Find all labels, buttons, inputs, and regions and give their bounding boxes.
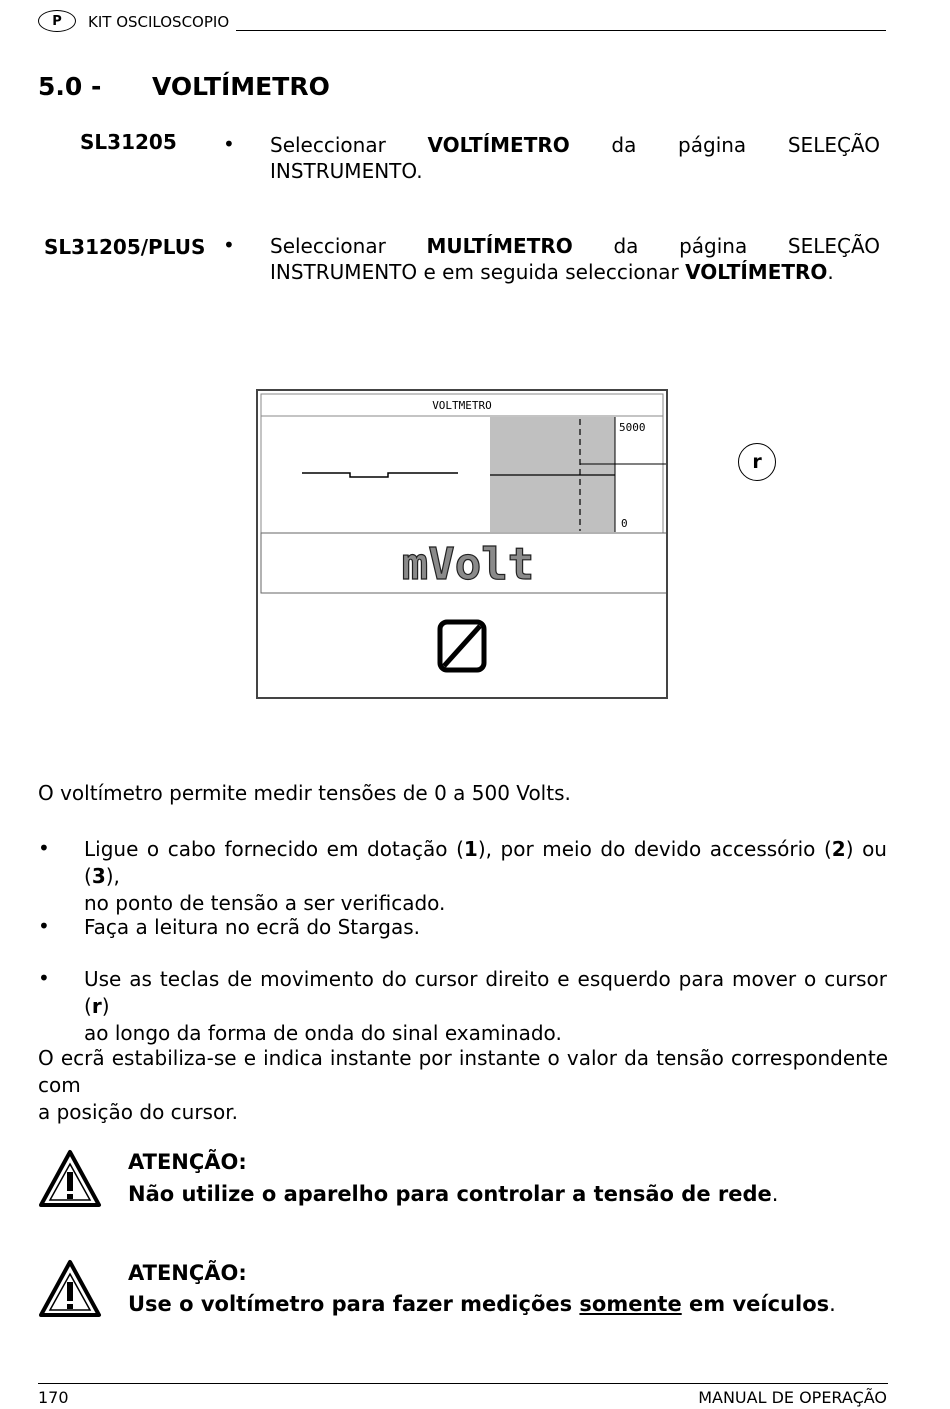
screen-graphic [258, 391, 666, 697]
warning-text: Não utilize o aparelho para controlar a tensão de rede. [128, 1182, 779, 1206]
header-title: KIT OSCILOSCOPIO [88, 13, 230, 31]
page-number: 170 [38, 1388, 69, 1407]
model-label-sl31205-plus: SL31205/PLUS [44, 235, 206, 259]
scale-min-label: 0 [621, 517, 628, 530]
list-bullet: • [38, 966, 50, 990]
unit-label: mVolt [401, 539, 535, 590]
list-item-read: Faça a leitura no ecrã do Stargas. [84, 915, 421, 939]
model-label-sl31205: SL31205 [80, 130, 177, 154]
list-bullet: • [38, 914, 50, 938]
instruction-bullet: • [223, 132, 235, 156]
closing-text: O ecrã estabiliza-se e indica instante por instante o valor da tensão correspondente com a posição do cursor. [38, 1046, 888, 1124]
cursor-callout: r [738, 443, 776, 481]
footer-manual-title: MANUAL DE OPERAÇÃO [698, 1388, 887, 1407]
instruction-bullet: • [223, 233, 235, 257]
section-number: 5.0 - [38, 72, 102, 101]
footer-rule [38, 1383, 888, 1384]
warning-text: Use o voltímetro para fazer medições somente em veículos. [128, 1292, 836, 1316]
warning-icon [38, 1258, 102, 1318]
instruction-sl31205: Seleccionar VOLTÍMETRO da página SELEÇÃO INSTRUMENTO. [270, 133, 881, 183]
voltmeter-screen [256, 389, 668, 699]
section-title: VOLTÍMETRO [152, 72, 330, 101]
scale-max-label: 5000 [619, 421, 646, 434]
warning-icon [38, 1148, 102, 1208]
header-rule [236, 30, 886, 31]
warning-title: ATENÇÃO: [128, 1150, 247, 1174]
intro-text: O voltímetro permite medir tensões de 0 a 500 Volts. [38, 781, 571, 805]
list-bullet: • [38, 836, 50, 860]
list-item-cursor: Use as teclas de movimento do cursor direito e esquerdo para mover o cursor (r) ao longo da forma de onda do sinal examinado. [84, 967, 887, 1045]
screen-title: VOLTMETRO [432, 399, 492, 412]
instruction-sl31205-plus: Seleccionar MULTÍMETRO da página SELEÇÃO INSTRUMENTO e em seguida seleccionar VOLTÍMETRO. [270, 234, 881, 284]
language-badge: P [38, 10, 76, 32]
list-item-connect: Ligue o cabo fornecido em dotação (1), por meio do devido accessório (2) ou (3), no ponto de tensão a ser verificado. [84, 837, 887, 915]
warning-title: ATENÇÃO: [128, 1261, 247, 1285]
